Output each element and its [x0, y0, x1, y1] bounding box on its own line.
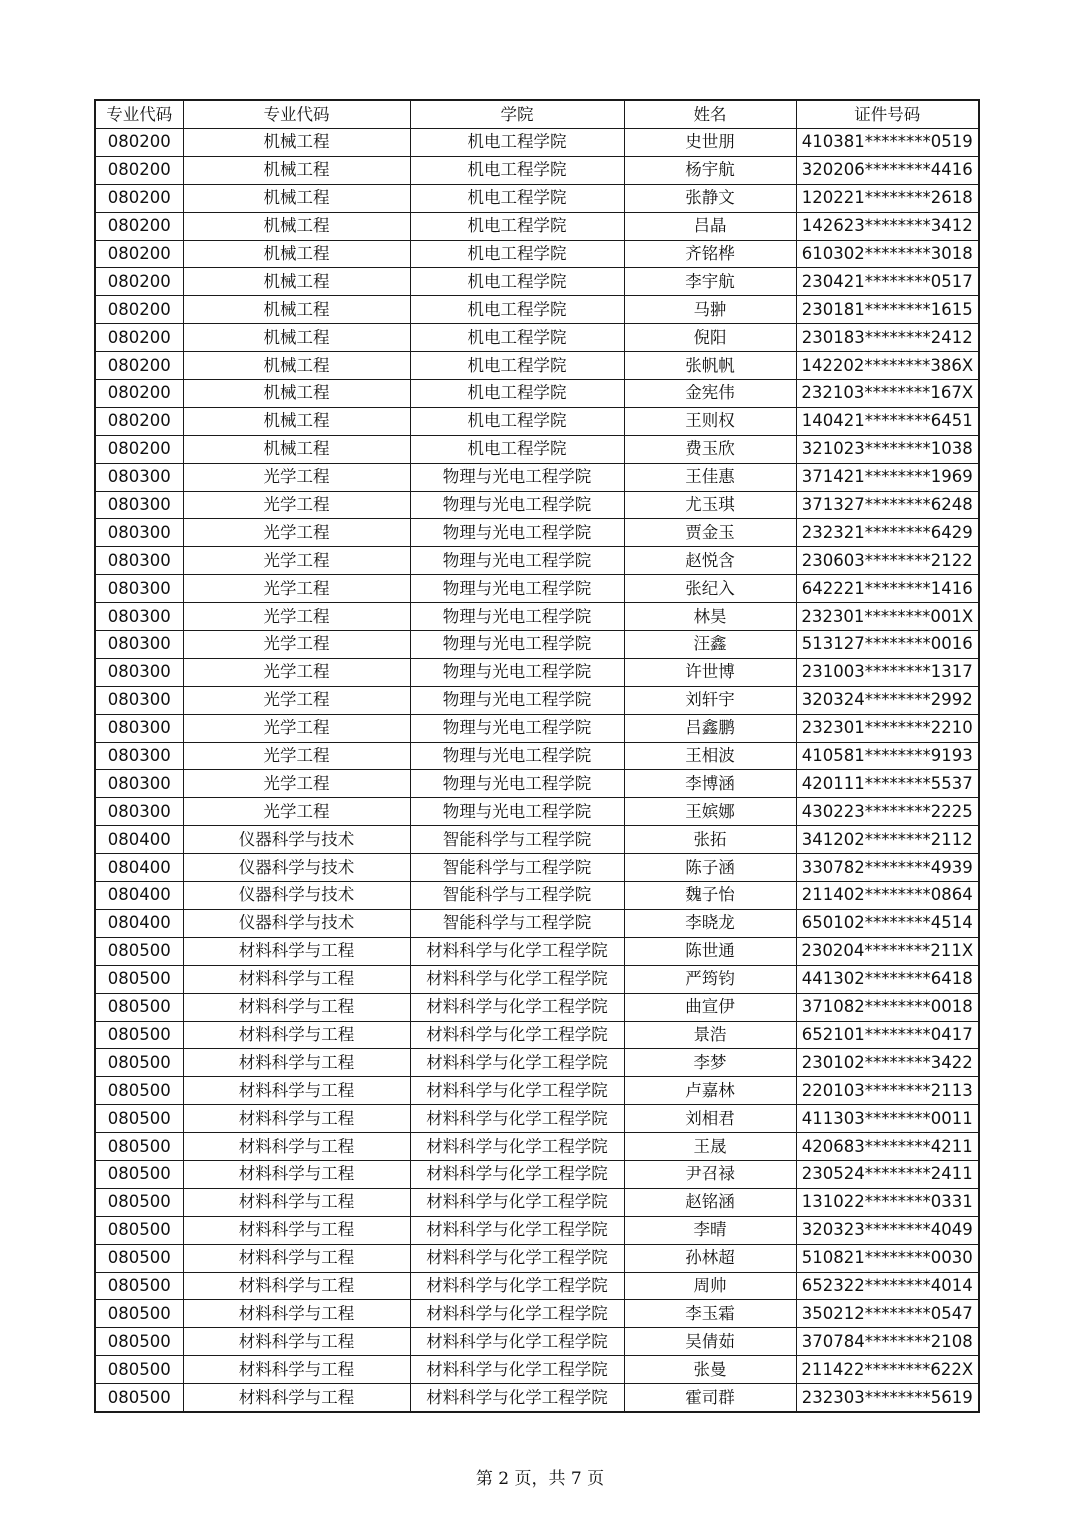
table-row	[95, 603, 979, 631]
cell-school: 材料科学与化学工程学院	[410, 1216, 624, 1244]
cell-major-name: 机械工程	[183, 184, 410, 212]
cell-student-name: 齐铭桦	[624, 240, 796, 268]
cell-major-code: 080500	[95, 1160, 183, 1188]
table-row	[95, 1188, 979, 1216]
cell-school: 材料科学与化学工程学院	[410, 1328, 624, 1356]
cell-major-code: 080500	[95, 1356, 183, 1384]
cell-student-name: 魏子怡	[624, 882, 796, 910]
table-row	[95, 463, 979, 491]
table-row	[95, 129, 979, 157]
cell-major-code: 080200	[95, 296, 183, 324]
cell-id-number: 610302********3018	[796, 240, 979, 268]
table-row	[95, 1077, 979, 1105]
cell-major-name: 光学工程	[183, 770, 410, 798]
cell-school: 材料科学与化学工程学院	[410, 1021, 624, 1049]
cell-student-name: 尹召禄	[624, 1160, 796, 1188]
cell-student-name: 史世朋	[624, 129, 796, 157]
header-id-number: 证件号码	[796, 100, 979, 129]
cell-major-code: 080400	[95, 882, 183, 910]
cell-student-name: 吕晶	[624, 212, 796, 240]
cell-school: 材料科学与化学工程学院	[410, 937, 624, 965]
cell-id-number: 513127********0016	[796, 631, 979, 659]
cell-student-name: 王则权	[624, 407, 796, 435]
cell-major-code: 080200	[95, 407, 183, 435]
cell-id-number: 230603********2122	[796, 547, 979, 575]
cell-major-name: 光学工程	[183, 742, 410, 770]
header-name: 姓名	[624, 100, 796, 129]
table-row	[95, 240, 979, 268]
cell-student-name: 陈子涵	[624, 854, 796, 882]
cell-major-code: 080200	[95, 212, 183, 240]
cell-school: 智能科学与工程学院	[410, 909, 624, 937]
cell-school: 智能科学与工程学院	[410, 854, 624, 882]
cell-major-code: 080200	[95, 129, 183, 157]
table-row	[95, 1105, 979, 1133]
cell-major-name: 材料科学与工程	[183, 1300, 410, 1328]
cell-id-number: 232103********167X	[796, 380, 979, 408]
table-row	[95, 296, 979, 324]
cell-major-code: 080300	[95, 491, 183, 519]
cell-major-name: 机械工程	[183, 156, 410, 184]
table-row	[95, 909, 979, 937]
cell-major-code: 080500	[95, 1105, 183, 1133]
cell-major-name: 机械工程	[183, 296, 410, 324]
cell-student-name: 汪鑫	[624, 631, 796, 659]
cell-major-code: 080500	[95, 1188, 183, 1216]
table-row	[95, 1356, 979, 1384]
table-row	[95, 882, 979, 910]
cell-major-name: 材料科学与工程	[183, 1384, 410, 1412]
cell-student-name: 贾金玉	[624, 519, 796, 547]
cell-id-number: 230204********211X	[796, 937, 979, 965]
cell-major-name: 机械工程	[183, 407, 410, 435]
cell-id-number: 230183********2412	[796, 324, 979, 352]
cell-id-number: 330782********4939	[796, 854, 979, 882]
cell-major-name: 仪器科学与技术	[183, 854, 410, 882]
cell-major-name: 材料科学与工程	[183, 1021, 410, 1049]
cell-major-code: 080500	[95, 1300, 183, 1328]
cell-major-name: 材料科学与工程	[183, 1216, 410, 1244]
cell-student-name: 曲宣伊	[624, 993, 796, 1021]
cell-id-number: 140421********6451	[796, 407, 979, 435]
table-row	[95, 686, 979, 714]
cell-school: 物理与光电工程学院	[410, 798, 624, 826]
cell-school: 机电工程学院	[410, 435, 624, 463]
cell-major-code: 080500	[95, 1384, 183, 1412]
cell-id-number: 232303********5619	[796, 1384, 979, 1412]
cell-major-name: 光学工程	[183, 519, 410, 547]
cell-school: 物理与光电工程学院	[410, 686, 624, 714]
cell-student-name: 李博涵	[624, 770, 796, 798]
cell-id-number: 410381********0519	[796, 129, 979, 157]
cell-school: 材料科学与化学工程学院	[410, 1384, 624, 1412]
cell-id-number: 211402********0864	[796, 882, 979, 910]
cell-student-name: 张帆帆	[624, 352, 796, 380]
cell-major-name: 材料科学与工程	[183, 1356, 410, 1384]
cell-major-name: 材料科学与工程	[183, 1160, 410, 1188]
table-row	[95, 1300, 979, 1328]
table-row	[95, 1216, 979, 1244]
cell-major-code: 080300	[95, 547, 183, 575]
cell-school: 机电工程学院	[410, 184, 624, 212]
table-row	[95, 1384, 979, 1412]
cell-school: 智能科学与工程学院	[410, 826, 624, 854]
cell-major-code: 080200	[95, 240, 183, 268]
cell-major-name: 材料科学与工程	[183, 965, 410, 993]
cell-school: 机电工程学院	[410, 296, 624, 324]
cell-school: 材料科学与化学工程学院	[410, 1133, 624, 1161]
cell-major-code: 080300	[95, 798, 183, 826]
cell-student-name: 霍司群	[624, 1384, 796, 1412]
cell-school: 材料科学与化学工程学院	[410, 1272, 624, 1300]
cell-id-number: 411303********0011	[796, 1105, 979, 1133]
table-body	[95, 129, 979, 1412]
table-row	[95, 212, 979, 240]
table-row	[95, 268, 979, 296]
cell-school: 材料科学与化学工程学院	[410, 1188, 624, 1216]
cell-major-name: 光学工程	[183, 575, 410, 603]
cell-id-number: 230181********1615	[796, 296, 979, 324]
cell-id-number: 650102********4514	[796, 909, 979, 937]
cell-id-number: 131022********0331	[796, 1188, 979, 1216]
table-row	[95, 1272, 979, 1300]
cell-major-name: 机械工程	[183, 380, 410, 408]
cell-id-number: 371327********6248	[796, 491, 979, 519]
table-row	[95, 937, 979, 965]
cell-major-code: 080200	[95, 324, 183, 352]
cell-id-number: 232321********6429	[796, 519, 979, 547]
cell-school: 机电工程学院	[410, 268, 624, 296]
cell-school: 机电工程学院	[410, 240, 624, 268]
cell-student-name: 李宇航	[624, 268, 796, 296]
cell-id-number: 232301********2210	[796, 714, 979, 742]
cell-major-code: 080200	[95, 268, 183, 296]
cell-major-name: 光学工程	[183, 798, 410, 826]
table-row	[95, 519, 979, 547]
cell-major-name: 光学工程	[183, 463, 410, 491]
cell-major-code: 080300	[95, 575, 183, 603]
table-row	[95, 993, 979, 1021]
cell-student-name: 赵悦含	[624, 547, 796, 575]
cell-student-name: 景浩	[624, 1021, 796, 1049]
cell-student-name: 孙林超	[624, 1244, 796, 1272]
table-row	[95, 742, 979, 770]
cell-id-number: 230524********2411	[796, 1160, 979, 1188]
cell-student-name: 赵铭涵	[624, 1188, 796, 1216]
cell-student-name: 林昊	[624, 603, 796, 631]
table-row	[95, 1328, 979, 1356]
table-header	[95, 100, 979, 129]
cell-major-name: 机械工程	[183, 240, 410, 268]
cell-major-name: 机械工程	[183, 212, 410, 240]
cell-student-name: 张曼	[624, 1356, 796, 1384]
cell-school: 物理与光电工程学院	[410, 631, 624, 659]
table-row	[95, 184, 979, 212]
cell-id-number: 430223********2225	[796, 798, 979, 826]
cell-major-name: 机械工程	[183, 268, 410, 296]
cell-student-name: 王佳惠	[624, 463, 796, 491]
cell-school: 物理与光电工程学院	[410, 770, 624, 798]
cell-major-name: 材料科学与工程	[183, 1077, 410, 1105]
cell-major-code: 080400	[95, 826, 183, 854]
table-row	[95, 826, 979, 854]
cell-major-name: 材料科学与工程	[183, 1049, 410, 1077]
cell-school: 机电工程学院	[410, 324, 624, 352]
cell-major-code: 080500	[95, 965, 183, 993]
table-row	[95, 714, 979, 742]
cell-major-code: 080300	[95, 658, 183, 686]
cell-student-name: 张拓	[624, 826, 796, 854]
cell-major-code: 080500	[95, 1021, 183, 1049]
cell-major-name: 光学工程	[183, 686, 410, 714]
table-row	[95, 352, 979, 380]
cell-id-number: 211422********622X	[796, 1356, 979, 1384]
table-row	[95, 1244, 979, 1272]
cell-id-number: 652101********0417	[796, 1021, 979, 1049]
header-major-name: 专业代码	[183, 100, 410, 129]
cell-student-name: 张静文	[624, 184, 796, 212]
cell-id-number: 142202********386X	[796, 352, 979, 380]
cell-school: 物理与光电工程学院	[410, 603, 624, 631]
cell-school: 物理与光电工程学院	[410, 491, 624, 519]
cell-major-name: 材料科学与工程	[183, 1105, 410, 1133]
cell-major-code: 080500	[95, 1133, 183, 1161]
cell-major-code: 080300	[95, 742, 183, 770]
cell-major-code: 080300	[95, 603, 183, 631]
cell-student-name: 陈世通	[624, 937, 796, 965]
cell-major-name: 材料科学与工程	[183, 1272, 410, 1300]
cell-school: 机电工程学院	[410, 407, 624, 435]
cell-student-name: 李晓龙	[624, 909, 796, 937]
cell-id-number: 231003********1317	[796, 658, 979, 686]
cell-school: 物理与光电工程学院	[410, 547, 624, 575]
cell-school: 物理与光电工程学院	[410, 714, 624, 742]
table-row	[95, 547, 979, 575]
cell-major-name: 光学工程	[183, 491, 410, 519]
table-row	[95, 491, 979, 519]
cell-student-name: 张纪入	[624, 575, 796, 603]
cell-school: 机电工程学院	[410, 352, 624, 380]
cell-id-number: 341202********2112	[796, 826, 979, 854]
cell-major-code: 080300	[95, 714, 183, 742]
cell-major-code: 080200	[95, 435, 183, 463]
cell-id-number: 232301********001X	[796, 603, 979, 631]
cell-major-code: 080200	[95, 184, 183, 212]
cell-id-number: 220103********2113	[796, 1077, 979, 1105]
cell-student-name: 金宪伟	[624, 380, 796, 408]
cell-major-name: 光学工程	[183, 714, 410, 742]
cell-school: 物理与光电工程学院	[410, 519, 624, 547]
cell-id-number: 642221********1416	[796, 575, 979, 603]
cell-major-name: 材料科学与工程	[183, 1244, 410, 1272]
cell-school: 材料科学与化学工程学院	[410, 1105, 624, 1133]
cell-student-name: 王晟	[624, 1133, 796, 1161]
cell-id-number: 652322********4014	[796, 1272, 979, 1300]
cell-school: 材料科学与化学工程学院	[410, 1049, 624, 1077]
cell-major-name: 光学工程	[183, 603, 410, 631]
cell-school: 物理与光电工程学院	[410, 658, 624, 686]
cell-major-code: 080400	[95, 854, 183, 882]
cell-id-number: 120221********2618	[796, 184, 979, 212]
cell-student-name: 杨宇航	[624, 156, 796, 184]
cell-school: 智能科学与工程学院	[410, 882, 624, 910]
cell-id-number: 371421********1969	[796, 463, 979, 491]
cell-major-name: 材料科学与工程	[183, 993, 410, 1021]
cell-major-name: 材料科学与工程	[183, 1188, 410, 1216]
cell-student-name: 刘相君	[624, 1105, 796, 1133]
cell-major-code: 080300	[95, 519, 183, 547]
cell-student-name: 卢嘉林	[624, 1077, 796, 1105]
cell-major-code: 080300	[95, 686, 183, 714]
table-row	[95, 658, 979, 686]
cell-major-name: 光学工程	[183, 547, 410, 575]
cell-school: 机电工程学院	[410, 380, 624, 408]
cell-student-name: 严筠钧	[624, 965, 796, 993]
cell-id-number: 320206********4416	[796, 156, 979, 184]
cell-major-name: 仪器科学与技术	[183, 826, 410, 854]
cell-id-number: 321023********1038	[796, 435, 979, 463]
cell-student-name: 许世博	[624, 658, 796, 686]
cell-major-code: 080500	[95, 937, 183, 965]
cell-id-number: 142623********3412	[796, 212, 979, 240]
table-row	[95, 770, 979, 798]
cell-student-name: 王相波	[624, 742, 796, 770]
cell-major-code: 080300	[95, 770, 183, 798]
cell-major-code: 080200	[95, 352, 183, 380]
cell-major-name: 机械工程	[183, 435, 410, 463]
header-major-code: 专业代码	[95, 100, 183, 129]
cell-school: 物理与光电工程学院	[410, 575, 624, 603]
cell-school: 材料科学与化学工程学院	[410, 965, 624, 993]
cell-student-name: 王嫔娜	[624, 798, 796, 826]
cell-school: 材料科学与化学工程学院	[410, 993, 624, 1021]
cell-school: 物理与光电工程学院	[410, 742, 624, 770]
cell-major-code: 080200	[95, 380, 183, 408]
table-row	[95, 965, 979, 993]
table-row	[95, 407, 979, 435]
table-row	[95, 435, 979, 463]
table-row	[95, 631, 979, 659]
page-number-footer: 第 2 页，共 7 页	[475, 1469, 605, 1489]
cell-major-name: 机械工程	[183, 129, 410, 157]
cell-student-name: 费玉欣	[624, 435, 796, 463]
table-row	[95, 324, 979, 352]
cell-major-code: 080500	[95, 1328, 183, 1356]
table-row	[95, 380, 979, 408]
table-row	[95, 156, 979, 184]
cell-student-name: 李玉霜	[624, 1300, 796, 1328]
cell-school: 材料科学与化学工程学院	[410, 1300, 624, 1328]
cell-id-number: 510821********0030	[796, 1244, 979, 1272]
cell-school: 材料科学与化学工程学院	[410, 1160, 624, 1188]
cell-id-number: 350212********0547	[796, 1300, 979, 1328]
cell-student-name: 周帅	[624, 1272, 796, 1300]
cell-major-code: 080500	[95, 993, 183, 1021]
cell-student-name: 吴倩茹	[624, 1328, 796, 1356]
cell-id-number: 370784********2108	[796, 1328, 979, 1356]
cell-school: 材料科学与化学工程学院	[410, 1244, 624, 1272]
cell-major-code: 080500	[95, 1077, 183, 1105]
cell-major-name: 仪器科学与技术	[183, 909, 410, 937]
cell-school: 机电工程学院	[410, 156, 624, 184]
cell-student-name: 刘轩宇	[624, 686, 796, 714]
student-roster-table	[94, 99, 980, 1413]
table-row	[95, 1049, 979, 1077]
cell-id-number: 371082********0018	[796, 993, 979, 1021]
cell-id-number: 420683********4211	[796, 1133, 979, 1161]
cell-major-name: 光学工程	[183, 658, 410, 686]
cell-id-number: 410581********9193	[796, 742, 979, 770]
table-row	[95, 854, 979, 882]
table-row	[95, 1021, 979, 1049]
cell-school: 物理与光电工程学院	[410, 463, 624, 491]
cell-major-code: 080500	[95, 1244, 183, 1272]
cell-school: 材料科学与化学工程学院	[410, 1077, 624, 1105]
cell-major-code: 080500	[95, 1272, 183, 1300]
cell-id-number: 441302********6418	[796, 965, 979, 993]
cell-student-name: 吕鑫鹏	[624, 714, 796, 742]
cell-major-code: 080400	[95, 909, 183, 937]
cell-id-number: 230421********0517	[796, 268, 979, 296]
cell-school: 机电工程学院	[410, 212, 624, 240]
cell-major-name: 仪器科学与技术	[183, 882, 410, 910]
cell-major-name: 光学工程	[183, 631, 410, 659]
cell-major-code: 080300	[95, 631, 183, 659]
cell-student-name: 倪阳	[624, 324, 796, 352]
cell-student-name: 马翀	[624, 296, 796, 324]
cell-id-number: 230102********3422	[796, 1049, 979, 1077]
cell-id-number: 320323********4049	[796, 1216, 979, 1244]
cell-major-name: 机械工程	[183, 324, 410, 352]
header-school: 学院	[410, 100, 624, 129]
cell-major-name: 材料科学与工程	[183, 937, 410, 965]
table-row	[95, 1133, 979, 1161]
cell-major-code: 080300	[95, 463, 183, 491]
cell-school: 机电工程学院	[410, 129, 624, 157]
cell-major-name: 机械工程	[183, 352, 410, 380]
cell-id-number: 320324********2992	[796, 686, 979, 714]
cell-major-code: 080500	[95, 1216, 183, 1244]
cell-school: 材料科学与化学工程学院	[410, 1356, 624, 1384]
cell-student-name: 李梦	[624, 1049, 796, 1077]
table-row	[95, 575, 979, 603]
cell-major-code: 080200	[95, 156, 183, 184]
header-row	[95, 100, 979, 129]
cell-id-number: 420111********5537	[796, 770, 979, 798]
cell-major-name: 材料科学与工程	[183, 1133, 410, 1161]
table-row	[95, 1160, 979, 1188]
cell-student-name: 尤玉琪	[624, 491, 796, 519]
cell-student-name: 李晴	[624, 1216, 796, 1244]
table-row	[95, 798, 979, 826]
cell-major-code: 080500	[95, 1049, 183, 1077]
cell-major-name: 材料科学与工程	[183, 1328, 410, 1356]
